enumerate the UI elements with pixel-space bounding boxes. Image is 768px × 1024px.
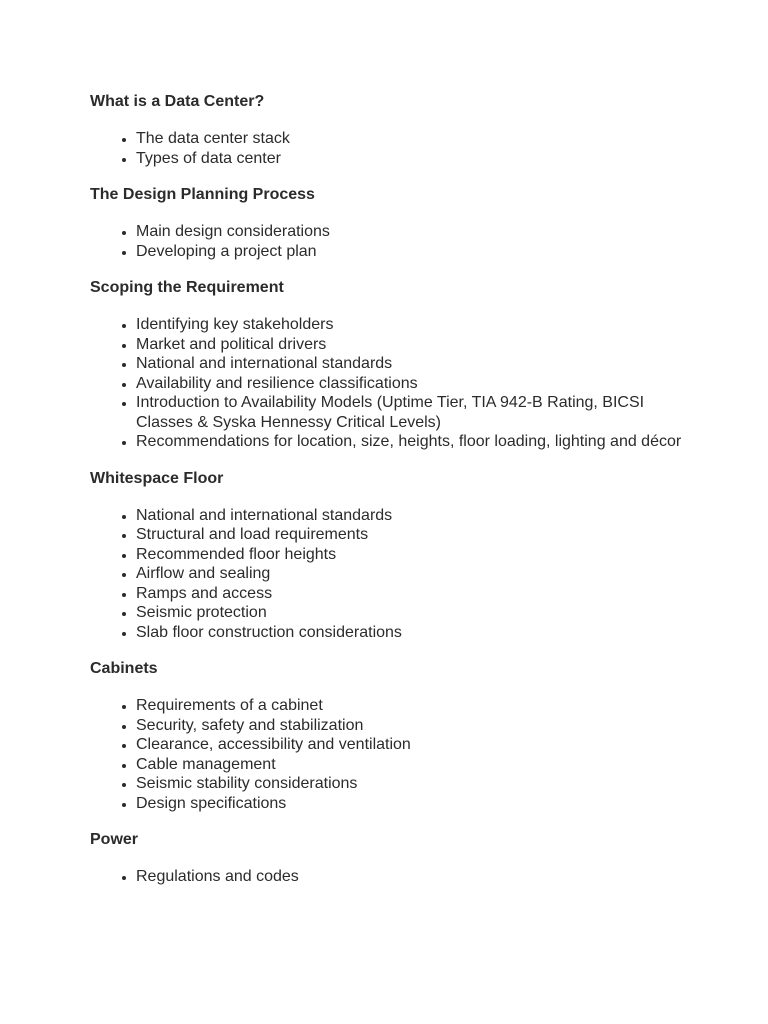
section-power [90, 830, 690, 887]
list-item: • Airflow and sealing [136, 564, 690, 584]
list-item: • Types of data center [136, 149, 690, 169]
list-item: • Cable management [136, 755, 690, 775]
list-item: • National and international standards [136, 354, 690, 374]
document-body [90, 92, 690, 904]
list-item: • The data center stack [136, 129, 690, 149]
list-item: • Availability and resilience classifications [136, 374, 690, 394]
bullet-list [90, 696, 690, 813]
bullet-list [90, 506, 690, 643]
section-design-planning-process [90, 185, 690, 261]
list-item: • Regulations and codes [136, 867, 690, 887]
section-heading: Scoping the Requirement [90, 279, 284, 296]
list-item: • Introduction to Availability Models (Uptime Tier, TIA 942-B Rating, BICSI Classes & Syska Hennessy Critical Levels) [136, 393, 690, 432]
bullet-list [90, 867, 690, 887]
section-scoping-requirement [90, 278, 690, 452]
list-item: • Ramps and access [136, 584, 690, 604]
list-item: • Slab floor construction considerations [136, 623, 690, 643]
list-item: • Design specifications [136, 794, 690, 814]
list-item: • Recommended floor heights [136, 545, 690, 565]
section-whitespace-floor [90, 469, 690, 643]
list-item: • Identifying key stakeholders [136, 315, 690, 335]
section-heading: Whitespace Floor [90, 469, 224, 487]
bullet-list [90, 129, 690, 168]
list-item: • Clearance, accessibility and ventilation [136, 735, 690, 755]
section-heading: What is a Data Center? [90, 93, 265, 110]
section-heading: Power [90, 831, 139, 848]
list-item: • Seismic stability considerations [136, 774, 690, 794]
section-cabinets [90, 659, 690, 813]
list-item: • Developing a project plan [136, 242, 690, 262]
list-item: • Seismic protection [136, 603, 690, 623]
section-heading: Cabinets [90, 660, 158, 677]
list-item: • Recommendations for location, size, heights, floor loading, lighting and décor [136, 432, 690, 452]
list-item: • Market and political drivers [136, 335, 690, 355]
list-item: • Requirements of a cabinet [136, 696, 690, 716]
section-what-is-data-center [90, 92, 690, 168]
bullet-list [90, 315, 690, 452]
list-item: • Main design considerations [136, 222, 690, 242]
list-item: • Structural and load requirements [136, 525, 690, 545]
bullet-list [90, 222, 690, 261]
section-heading: The Design Planning Process [90, 186, 315, 203]
list-item: • Security, safety and stabilization [136, 716, 690, 736]
list-item: • National and international standards [136, 506, 690, 526]
